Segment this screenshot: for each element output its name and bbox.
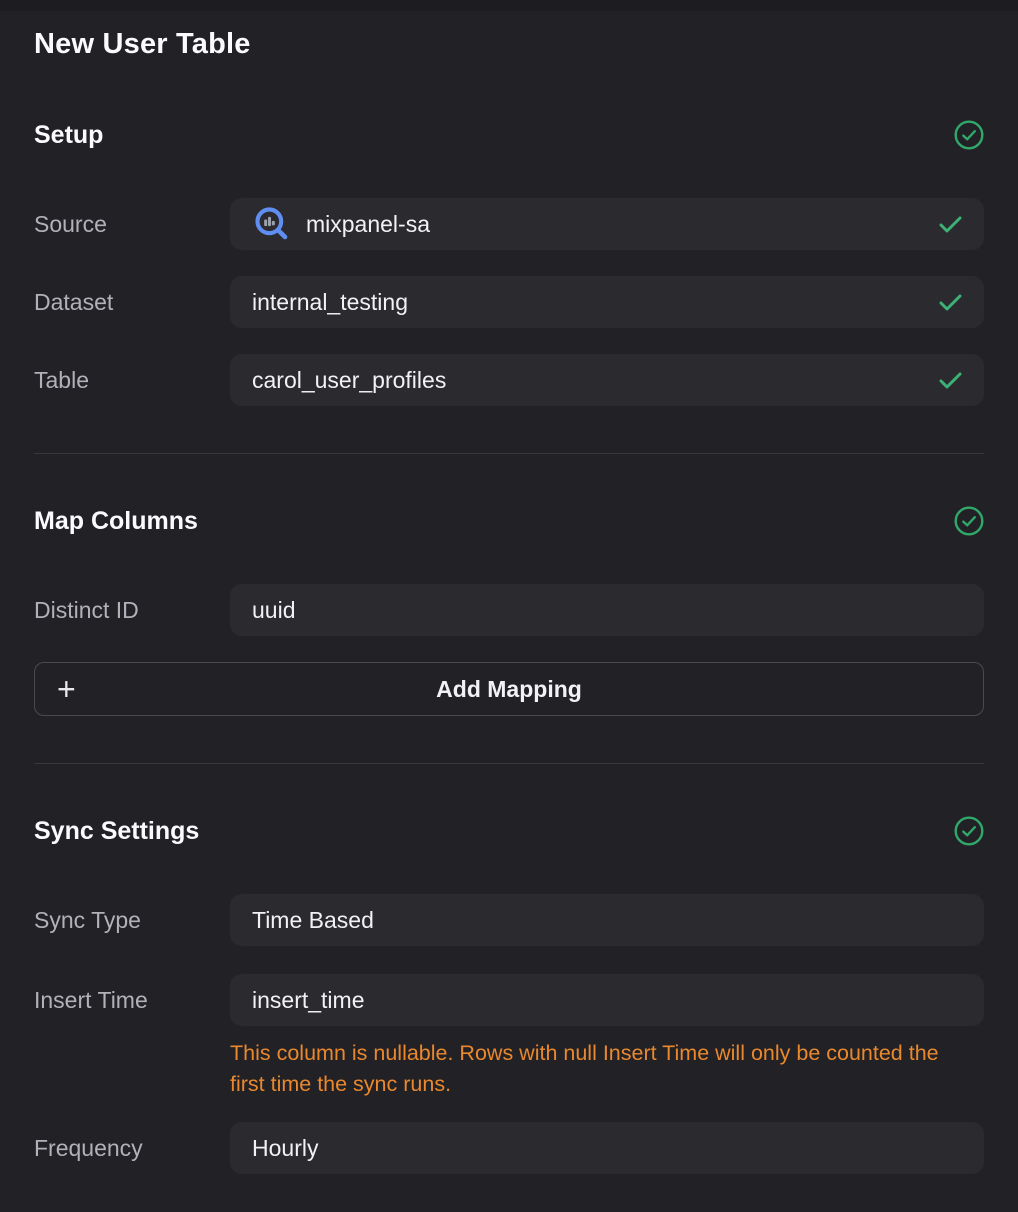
table-field-row [34,354,984,406]
table-select[interactable] [230,354,984,406]
distinct-id-value: uuid [252,596,296,623]
sync-settings-complete-circle-check-icon [954,816,984,846]
insert-time-select[interactable] [230,974,984,1026]
dataset-value: internal_testing [252,288,408,315]
add-mapping-button[interactable] [34,662,984,716]
section-divider [34,763,984,764]
setup-section-title: Setup [34,120,104,149]
setup-section-header [34,118,984,152]
sync-type-select[interactable] [230,894,984,946]
dataset-select[interactable] [230,276,984,328]
map-columns-fields [34,584,984,636]
frequency-field-row [34,1122,984,1174]
sync-settings-fields [34,894,984,1174]
map-columns-complete-circle-check-icon [954,506,984,536]
source-field-row [34,198,984,250]
new-user-table-panel [0,28,1018,1174]
sync-settings-section-header [34,814,984,848]
sync-type-label: Sync Type [34,906,141,933]
setup-complete-circle-check-icon [954,120,984,150]
distinct-id-label: Distinct ID [34,596,139,623]
insert-time-nullable-warning: This column is nullable. Rows with null Insert Time will only be counted the first time the sync runs. [230,1041,939,1096]
panel-top-edge [0,0,1018,11]
dataset-valid-check-icon [939,294,962,311]
table-label: Table [34,366,89,393]
bigquery-icon [252,204,292,244]
section-divider [34,453,984,454]
map-columns-section-header [34,504,984,538]
source-valid-check-icon [939,216,962,233]
add-mapping-button-label: Add Mapping [436,675,582,702]
sync-type-field-row [34,894,984,946]
distinct-id-select[interactable] [230,584,984,636]
insert-time-label: Insert Time [34,986,148,1013]
table-valid-check-icon [939,372,962,389]
sync-type-value: Time Based [252,906,374,933]
source-select[interactable] [230,198,984,250]
map-columns-section-title: Map Columns [34,506,198,535]
frequency-label: Frequency [34,1134,143,1161]
source-label: Source [34,210,107,237]
setup-fields [34,198,984,406]
frequency-select[interactable] [230,1122,984,1174]
frequency-value: Hourly [252,1134,319,1161]
table-value: carol_user_profiles [252,366,447,393]
page-title: New User Table [34,28,251,60]
dataset-label: Dataset [34,288,114,315]
insert-time-value: insert_time [252,986,365,1013]
distinct-id-field-row [34,584,984,636]
plus-icon: + [57,671,76,707]
source-value: mixpanel-sa [306,210,430,237]
sync-settings-section-title: Sync Settings [34,816,200,845]
dataset-field-row [34,276,984,328]
insert-time-field-row [34,974,984,1026]
